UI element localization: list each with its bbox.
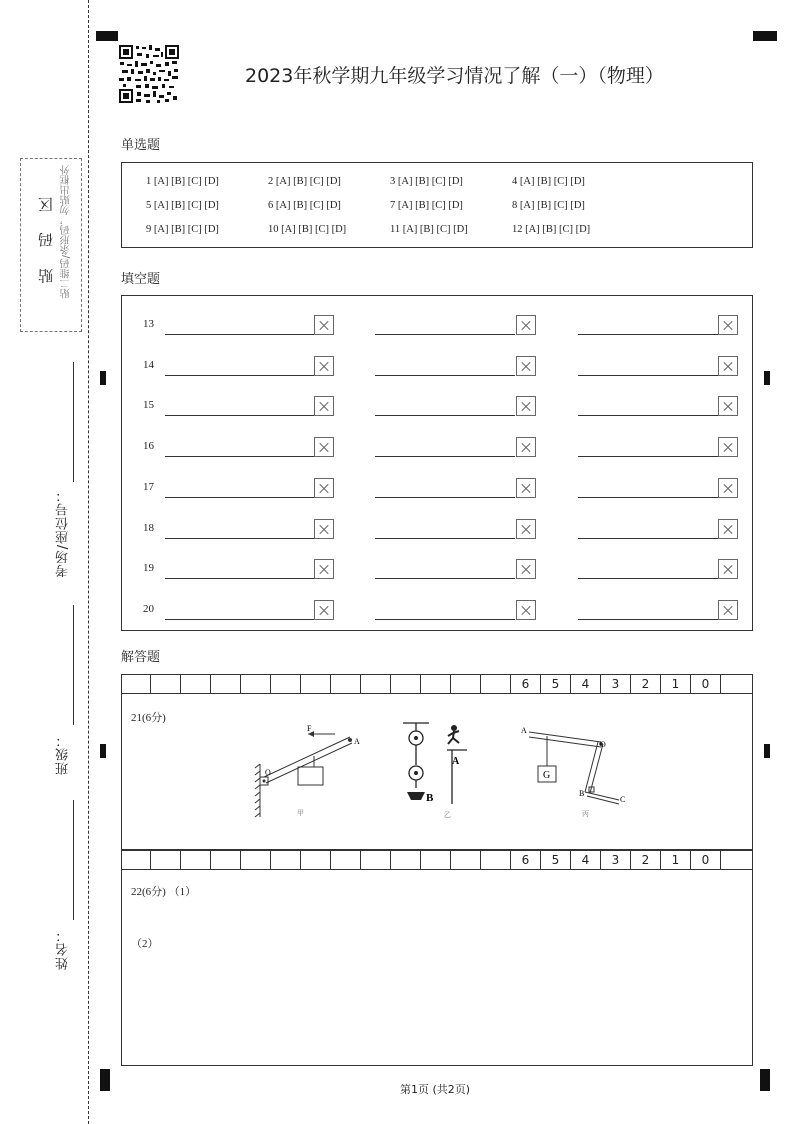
- answer-blank-line[interactable]: [375, 578, 515, 579]
- barcode-sticker-area: [20, 158, 82, 332]
- choice-item[interactable]: 11 [A] [B] [C] [D]: [390, 224, 468, 235]
- answer-blank-line[interactable]: [375, 619, 515, 620]
- fig1-label-a: A: [354, 737, 360, 746]
- name-label: 姓名：: [56, 928, 71, 970]
- alignment-mark: [764, 371, 770, 385]
- score-digit[interactable]: 5: [541, 675, 571, 693]
- score-digit[interactable]: 0: [691, 851, 721, 869]
- fig3-label-c: C: [620, 795, 626, 804]
- answer-blank-line[interactable]: [375, 375, 515, 376]
- answer-blank-line[interactable]: [578, 415, 718, 416]
- cross-box-icon[interactable]: [314, 519, 334, 539]
- cross-box-icon[interactable]: [516, 478, 536, 498]
- score-digit[interactable]: 3: [601, 675, 631, 693]
- fig3-label-b: B: [579, 789, 585, 798]
- cross-box-icon[interactable]: [516, 356, 536, 376]
- score-digit[interactable]: 4: [571, 851, 601, 869]
- score-digit[interactable]: 2: [631, 675, 661, 693]
- seat-line: [73, 362, 74, 482]
- fig1-label-o: O: [265, 768, 271, 777]
- choice-item[interactable]: 10 [A] [B] [C] [D]: [268, 224, 347, 235]
- fill-blank-number: 14: [143, 358, 154, 371]
- score-blank-cell: [151, 675, 181, 693]
- name-line: [73, 800, 74, 920]
- fig1-caption: 甲: [297, 809, 304, 817]
- cross-box-icon[interactable]: [516, 437, 536, 457]
- choice-row: [146, 200, 634, 211]
- answer-blank-line[interactable]: [578, 497, 718, 498]
- cross-box-icon[interactable]: [314, 478, 334, 498]
- cross-box-icon[interactable]: [718, 478, 738, 498]
- score-blank-cell: [121, 675, 151, 693]
- choice-item[interactable]: 1 [A] [B] [C] [D]: [146, 176, 219, 187]
- score-digit[interactable]: 5: [541, 851, 571, 869]
- choice-item[interactable]: 12 [A] [B] [C] [D]: [512, 224, 591, 235]
- choice-item[interactable]: 3 [A] [B] [C] [D]: [390, 176, 463, 187]
- q22-label: 22(6分) （1）: [131, 886, 197, 898]
- score-blank-cell: [451, 851, 481, 869]
- answer-blank-line[interactable]: [165, 619, 315, 620]
- binding-line: [88, 0, 89, 1124]
- lever-figure-bing: [515, 722, 635, 820]
- answer-box-22: [121, 850, 753, 1066]
- fig2-caption: 乙: [444, 811, 451, 819]
- fig1-label-f: F: [307, 724, 312, 733]
- answer-blank-line[interactable]: [165, 456, 315, 457]
- fill-blank-number: 16: [143, 440, 154, 453]
- answer-blank-line[interactable]: [375, 497, 515, 498]
- fig2-label-a: A: [452, 756, 460, 767]
- class-label: 班级：: [56, 733, 71, 775]
- pulley-figure-yi: [395, 720, 475, 820]
- lever-figure-jia: [250, 722, 365, 820]
- answer-blank-line[interactable]: [375, 456, 515, 457]
- fill-blank-title: 填空题: [121, 272, 161, 287]
- answer-blank-line[interactable]: [165, 578, 315, 579]
- cross-box-icon[interactable]: [516, 315, 536, 335]
- alignment-mark: [753, 31, 777, 41]
- answer-blank-line[interactable]: [578, 334, 718, 335]
- cross-box-icon[interactable]: [718, 519, 738, 539]
- answer-blank-line[interactable]: [578, 619, 718, 620]
- cross-box-icon[interactable]: [718, 396, 738, 416]
- q21-label: 21(6分): [131, 712, 166, 724]
- cross-box-icon[interactable]: [718, 559, 738, 579]
- answer-blank-line[interactable]: [165, 334, 315, 335]
- choice-item[interactable]: 8 [A] [B] [C] [D]: [512, 200, 585, 211]
- answer-blank-line[interactable]: [165, 415, 315, 416]
- score-blank-cell: [451, 675, 481, 693]
- score-blank-cell: [361, 851, 391, 869]
- score-blank-cell: [241, 851, 271, 869]
- class-line: [73, 605, 74, 725]
- score-digit[interactable]: 6: [511, 851, 541, 869]
- fill-blank-number: 19: [143, 562, 154, 575]
- cross-box-icon[interactable]: [516, 600, 536, 620]
- cross-box-icon[interactable]: [718, 600, 738, 620]
- score-blank-cell: [271, 675, 301, 693]
- choice-item[interactable]: 4 [A] [B] [C] [D]: [512, 176, 585, 187]
- fig2-label-b: B: [426, 792, 434, 804]
- score-blank-cell: [481, 675, 511, 693]
- alignment-mark: [96, 31, 118, 41]
- score-digit[interactable]: 0: [691, 675, 721, 693]
- score-row-22: [121, 850, 753, 870]
- cross-box-icon[interactable]: [314, 559, 334, 579]
- score-blank-cell: [241, 675, 271, 693]
- choice-row: [146, 224, 634, 235]
- score-blank-cell: [391, 675, 421, 693]
- seat-label: 考场/座位号：: [56, 488, 71, 578]
- alignment-mark: [100, 744, 106, 758]
- fill-blank-number: 18: [143, 521, 154, 534]
- answer-blank-line[interactable]: [375, 415, 515, 416]
- score-blank-cell: [391, 851, 421, 869]
- fig3-label-a: A: [521, 726, 527, 735]
- fill-blank-box: [121, 295, 753, 631]
- choice-item[interactable]: 6 [A] [B] [C] [D]: [268, 200, 341, 211]
- score-digit[interactable]: 2: [631, 851, 661, 869]
- alignment-mark: [760, 1069, 770, 1091]
- score-blank-cell: [301, 675, 331, 693]
- alignment-mark: [764, 744, 770, 758]
- fill-blank-number: 17: [143, 480, 154, 493]
- cross-box-icon[interactable]: [314, 356, 334, 376]
- score-digit[interactable]: 3: [601, 851, 631, 869]
- single-choice-title: 单选题: [121, 138, 161, 153]
- score-blank-cell: [271, 851, 301, 869]
- alignment-mark: [100, 1069, 110, 1091]
- answer-blank-line[interactable]: [578, 375, 718, 376]
- answer-blank-line[interactable]: [578, 578, 718, 579]
- score-digit[interactable]: 1: [661, 675, 691, 693]
- cross-box-icon[interactable]: [718, 315, 738, 335]
- answer-blank-line[interactable]: [165, 497, 315, 498]
- choice-item[interactable]: 9 [A] [B] [C] [D]: [146, 224, 219, 235]
- cross-box-icon[interactable]: [516, 396, 536, 416]
- cross-box-icon[interactable]: [718, 356, 738, 376]
- answer-blank-line[interactable]: [165, 375, 315, 376]
- cross-box-icon[interactable]: [314, 315, 334, 335]
- fill-blank-number: 13: [143, 318, 154, 330]
- alignment-mark: [100, 371, 106, 385]
- cross-box-icon[interactable]: [516, 519, 536, 539]
- fill-blank-number: 20: [143, 602, 154, 615]
- cross-box-icon[interactable]: [718, 437, 738, 457]
- answer-blank-line[interactable]: [375, 538, 515, 539]
- choice-item[interactable]: 7 [A] [B] [C] [D]: [390, 200, 463, 211]
- score-blank-cell: [151, 851, 181, 869]
- score-blank-cell: [121, 851, 151, 869]
- cross-box-icon[interactable]: [314, 396, 334, 416]
- page-footer: 第1页 (共2页): [400, 1083, 471, 1096]
- score-blank-cell: [421, 851, 451, 869]
- score-digit[interactable]: 6: [511, 675, 541, 693]
- qr-code-icon: [119, 45, 179, 103]
- answer-blank-line[interactable]: [165, 538, 315, 539]
- score-blank-cell: [181, 851, 211, 869]
- score-blank-cell: [421, 675, 451, 693]
- fill-blank-number: 15: [143, 399, 154, 412]
- score-blank-cell: [181, 675, 211, 693]
- page-title: 2023年秋学期九年级学习情况了解（一）（物理）: [245, 65, 664, 87]
- score-digit[interactable]: 4: [571, 675, 601, 693]
- choice-item[interactable]: 5 [A] [B] [C] [D]: [146, 200, 219, 211]
- sticker-hint: 贴二维码/条形码，勿贴出框外: [61, 165, 72, 299]
- score-digit[interactable]: 1: [661, 851, 691, 869]
- score-blank-cell: [361, 675, 391, 693]
- cross-box-icon[interactable]: [314, 437, 334, 457]
- score-blank-cell: [301, 851, 331, 869]
- choice-item[interactable]: 2 [A] [B] [C] [D]: [268, 176, 341, 187]
- answer-blank-line[interactable]: [375, 334, 515, 335]
- cross-box-icon[interactable]: [516, 559, 536, 579]
- score-blank-cell: [331, 675, 361, 693]
- fig3-label-o: O: [600, 740, 606, 749]
- cross-box-icon[interactable]: [314, 600, 334, 620]
- score-blank-cell: [211, 675, 241, 693]
- fig3-caption: 丙: [582, 810, 589, 818]
- sticker-title: 贴 码 区: [37, 189, 55, 284]
- choice-row: [146, 176, 634, 187]
- score-blank-cell: [481, 851, 511, 869]
- q22-part2-label: （2）: [131, 938, 159, 950]
- answer-title: 解答题: [121, 650, 161, 665]
- score-blank-cell: [331, 851, 361, 869]
- answer-blank-line[interactable]: [578, 456, 718, 457]
- answer-blank-line[interactable]: [578, 538, 718, 539]
- score-row-21: [121, 674, 753, 694]
- score-blank-cell: [211, 851, 241, 869]
- fig3-label-g: G: [543, 770, 551, 781]
